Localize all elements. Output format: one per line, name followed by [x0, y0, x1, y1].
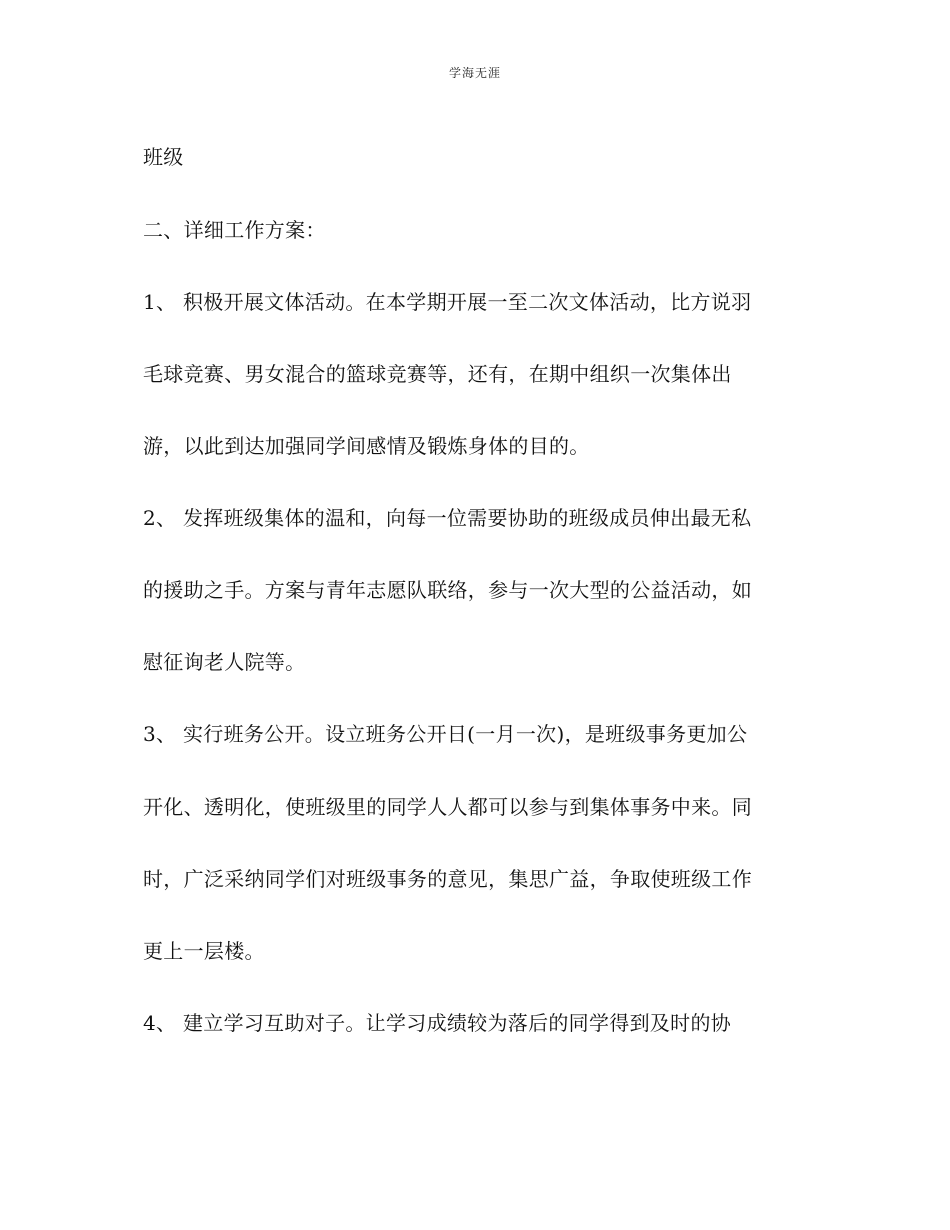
text-line: 4、 建立学习互助对子。让学习成绩较为落后的同学得到及时的协 [143, 1011, 732, 1035]
text-line: 游，以此到达加强同学间感情及锻炼身体的目的。 [143, 434, 590, 458]
text-line: 时，广泛采纳同学们对班级事务的意见，集思广益，争取使班级工作 [143, 867, 752, 891]
text-line: 开化、透明化，使班级里的同学人人都可以参与到集体事务中来。同 [143, 795, 752, 819]
text-line: 班级 [143, 145, 184, 169]
text-line: 更上一层楼。 [143, 939, 265, 963]
text-line: 1、 积极开展文体活动。在本学期开展一至二次文体活动，比方说羽 [143, 290, 752, 314]
text-line: 慰征询老人院等。 [143, 650, 306, 674]
text-line: 2、 发挥班级集体的温和，向每一位需要协助的班级成员伸出最无私 [143, 506, 752, 530]
page-header: 学海无涯 [448, 66, 501, 80]
text-line: 的援助之手。方案与青年志愿队联络，参与一次大型的公益活动，如 [143, 578, 752, 602]
text-line: 毛球竞赛、男女混合的篮球竞赛等，还有，在期中组织一次集体出 [143, 362, 732, 386]
text-line: 3、 实行班务公开。设立班务公开日(一月一次)，是班级事务更加公 [143, 722, 748, 746]
text-line: 二、详细工作方案： [143, 218, 326, 242]
